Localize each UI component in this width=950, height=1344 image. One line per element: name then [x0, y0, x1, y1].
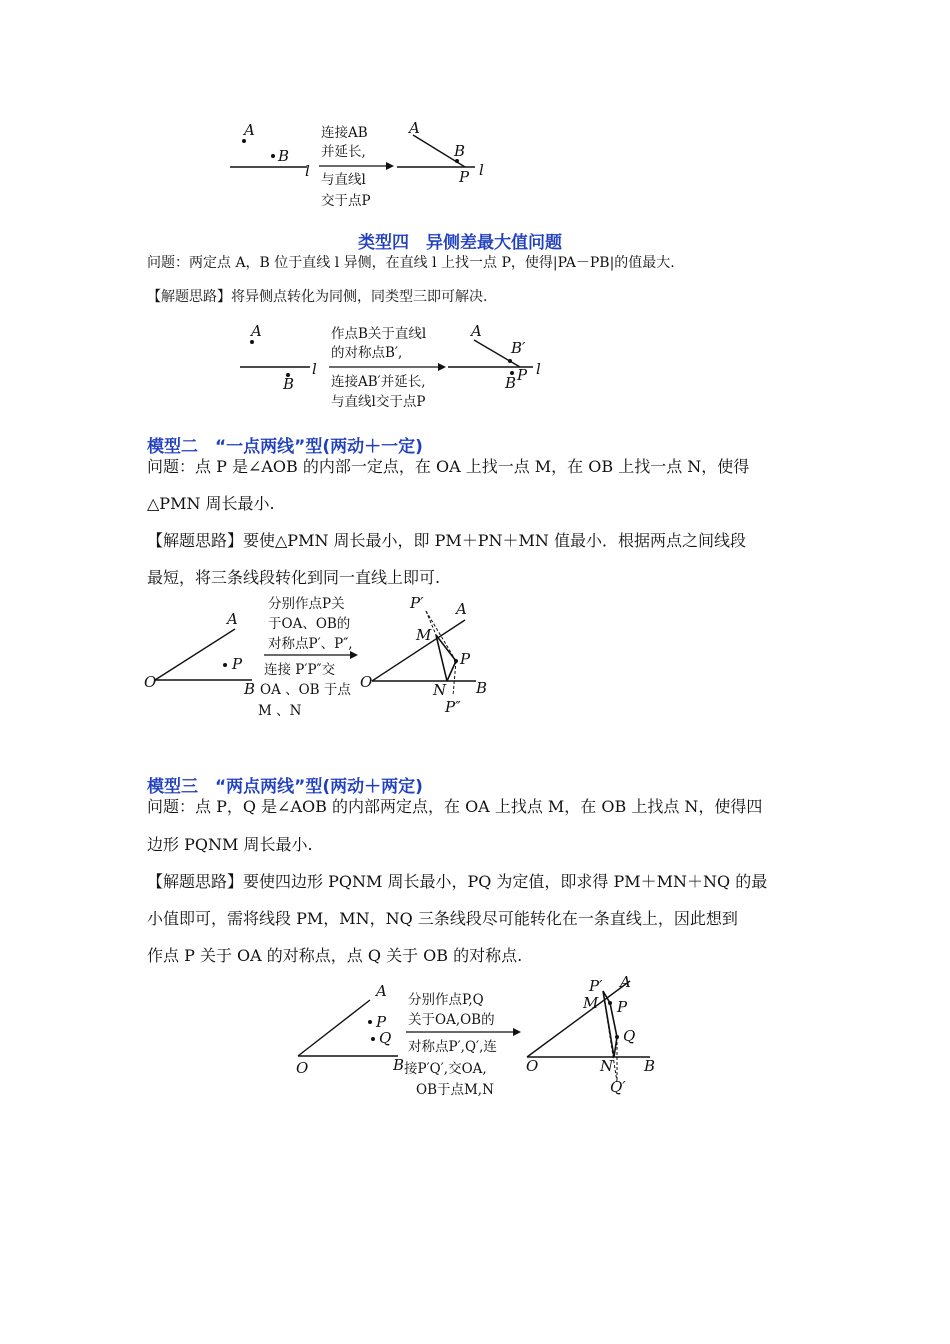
figure-one-point-two-lines [140, 595, 500, 720]
label-a: A [456, 600, 467, 618]
step-text: 于OA、OB的 [268, 616, 351, 632]
label-o: O [296, 1059, 309, 1077]
model2-problem-line: △PMN 周长最小. [147, 494, 275, 513]
label-l: l [312, 360, 317, 378]
model3-problem-line: 问题：点 P，Q 是∠AOB 的内部两定点，在 OA 上找点 M，在 OB 上找点 N，使得四 [147, 797, 763, 816]
step-text: 连接AB′并延长, [331, 374, 426, 390]
label-m: M [583, 994, 599, 1012]
step-text: M 、N [258, 703, 302, 719]
step-text: 与直线l交于点P [331, 394, 426, 410]
label-b: B [454, 142, 466, 160]
model3-idea-line: 【解题思路】要使四边形 PQNM 周长最小，PQ 为定值，即求得 PM＋MN＋NQ 的最 [147, 872, 768, 891]
step-text: 关于OA,OB的 [408, 1012, 495, 1028]
figure-reflect-b [235, 320, 555, 415]
step-text: OA 、OB 于点 [260, 682, 351, 698]
label-a: A [620, 975, 631, 991]
step-text: 分别作点P,Q [408, 992, 484, 1008]
arrow-head [350, 651, 358, 659]
label-p: P [459, 168, 470, 186]
section-heading-model2: 模型二 “一点两线”型(两动＋一定) [147, 437, 423, 457]
figure-two-points-two-lines-svg [290, 975, 670, 1100]
label-l: l [305, 162, 310, 180]
step-text: 对称点P′,Q′,连 [408, 1039, 497, 1055]
step-text: 连接 P′P″交 [264, 662, 336, 678]
label-b: B [283, 375, 295, 393]
label-b: B [393, 1056, 405, 1074]
label-q: Q [379, 1029, 392, 1047]
label-p: P [376, 1013, 387, 1031]
label-a: A [471, 322, 482, 340]
label-b: B [505, 374, 517, 392]
step-text: 作点B关于直线l [331, 326, 427, 342]
label-a: A [409, 119, 420, 137]
step-text: 连接AB [321, 125, 368, 141]
type4-idea: 【解题思路】将异侧点转化为同侧，同类型三即可解决. [147, 289, 488, 305]
arrow-head [386, 162, 394, 170]
label-b-prime: B′ [511, 339, 526, 357]
label-o: O [360, 673, 373, 691]
label-p-double-prime: P″ [445, 698, 461, 716]
label-a: A [244, 121, 255, 139]
step-text: 并延长, [321, 144, 366, 160]
label-l: l [536, 360, 541, 378]
figure-extend-ab [225, 118, 505, 218]
label-m: M [416, 626, 432, 644]
arrow-head [438, 363, 446, 371]
label-b: B [244, 680, 256, 698]
figure-reflect-b-svg [235, 320, 555, 415]
label-p: P [232, 655, 243, 673]
model3-problem-line: 边形 PQNM 周长最小. [147, 835, 313, 854]
label-p: P [617, 998, 628, 1016]
label-a: A [251, 322, 262, 340]
label-p-prime: P′ [589, 977, 603, 995]
step-text: OB于点M,N [416, 1082, 494, 1098]
step-text: 分别作点P关 [268, 596, 345, 612]
model3-idea-line: 小值即可，需将线段 PM，MN，NQ 三条线段尽可能转化在一条直线上，因此想到 [147, 909, 738, 928]
step-text: 与直线l [321, 172, 366, 188]
label-n: N [433, 681, 447, 699]
label-q: Q [623, 1027, 636, 1045]
step-text: 接P′Q′,交OA, [404, 1061, 487, 1077]
label-n: N [600, 1057, 614, 1075]
step-text: 对称点P′、P″, [268, 636, 353, 652]
label-o: O [526, 1057, 539, 1075]
label-p-prime: P′ [410, 595, 424, 612]
label-p: P [460, 650, 471, 668]
figure-two-points-two-lines [290, 975, 670, 1100]
section-heading-model3: 模型三 “两点两线”型(两动＋两定) [147, 777, 423, 797]
label-b: B [278, 147, 290, 165]
label-l: l [479, 161, 484, 179]
type4-problem: 问题：两定点 A，B 位于直线 l 异侧，在直线 l 上找一点 P，使得|PA－PB|的值最大. [147, 255, 675, 271]
label-b: B [476, 679, 488, 697]
label-o: O [144, 673, 157, 691]
model2-idea-line: 【解题思路】要使△PMN 周长最小，即 PM＋PN＋MN 值最小．根据两点之间线段 [147, 531, 747, 550]
step-text: 交于点P [321, 193, 371, 209]
label-p: P [517, 366, 528, 384]
figure-extend-ab-svg [225, 118, 505, 218]
arrow-head [513, 1028, 521, 1036]
step-text: 的对称点B′, [331, 345, 403, 361]
figure-one-point-two-lines-svg [140, 595, 500, 720]
model2-idea-line: 最短，将三条线段转化到同一直线上即可. [147, 568, 441, 587]
model2-problem-line: 问题：点 P 是∠AOB 的内部一定点，在 OA 上找一点 M，在 OB 上找一点 N，使得 [147, 457, 750, 476]
label-a: A [376, 982, 387, 1000]
label-q-prime: Q′ [610, 1078, 626, 1096]
section-heading-type4: 类型四 异侧差最大值问题 [358, 233, 562, 253]
label-a: A [227, 610, 238, 628]
label-b: B [644, 1057, 656, 1075]
model3-idea-line: 作点 P 关于 OA 的对称点，点 Q 关于 OB 的对称点. [147, 946, 523, 965]
